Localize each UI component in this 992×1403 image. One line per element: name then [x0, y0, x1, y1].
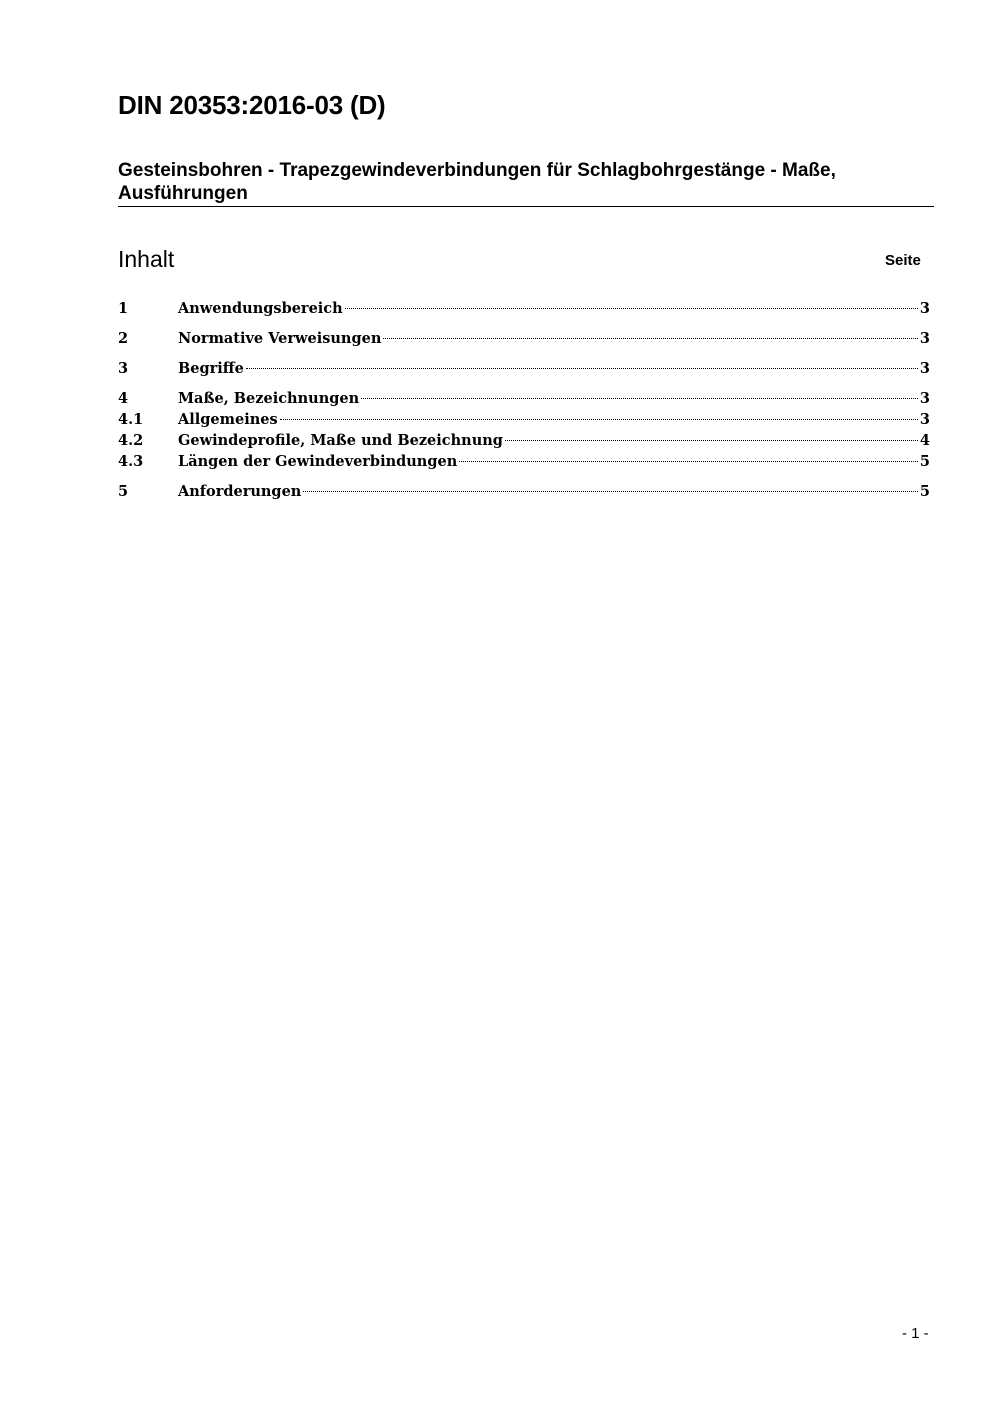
toc-entry-number: 4.1: [118, 411, 144, 428]
toc-entry[interactable]: [118, 432, 930, 453]
toc-entry-page: 3: [919, 330, 930, 347]
toc-entry-page: 3: [919, 300, 930, 317]
toc-leader-dots: [361, 398, 918, 399]
toc-entry[interactable]: [118, 483, 930, 504]
document-title: Gesteinsbohren - Trapezgewindeverbindungen für Schlagbohrgestänge - Maße, Ausführungen: [118, 160, 836, 204]
toc-leader-dots: [246, 368, 918, 369]
toc-leader-dots: [303, 491, 918, 492]
toc-entry-number: 1: [118, 300, 129, 317]
toc-entry-page: 4: [919, 432, 930, 449]
toc-entry-label: Anwendungsbereich: [178, 300, 343, 317]
toc-heading: Inhalt: [118, 246, 175, 272]
toc-entry-label: Begriffe: [178, 360, 244, 377]
toc-entry-number: 2: [118, 330, 129, 347]
toc-entry-page: 3: [919, 360, 930, 377]
toc-entry[interactable]: [118, 330, 930, 351]
toc-leader-dots: [345, 308, 918, 309]
toc-entry-number: 4: [118, 390, 129, 407]
title-divider: [118, 206, 934, 207]
table-of-contents: [118, 300, 930, 504]
toc-page-column-label: Seite: [885, 252, 921, 269]
toc-entry-number: 3: [118, 360, 129, 377]
toc-entry[interactable]: [118, 453, 930, 474]
toc-entry[interactable]: [118, 411, 930, 432]
toc-entry[interactable]: [118, 300, 930, 321]
toc-entry-label: Längen der Gewindeverbindungen: [178, 453, 458, 470]
toc-entry-page: 5: [919, 483, 930, 500]
toc-entry-page: 5: [919, 453, 930, 470]
toc-entry-label: Anforderungen: [178, 483, 302, 500]
toc-entry[interactable]: [118, 390, 930, 411]
toc-entry-page: 3: [919, 390, 930, 407]
toc-entry-number: 4.2: [118, 432, 144, 449]
toc-entry-label: Normative Verweisungen: [178, 330, 382, 347]
toc-entry-number: 4.3: [118, 453, 144, 470]
toc-entry[interactable]: [118, 360, 930, 381]
toc-leader-dots: [383, 338, 918, 339]
toc-leader-dots: [280, 419, 918, 420]
toc-entry-label: Allgemeines: [178, 411, 278, 428]
toc-entry-label: Maße, Bezeichnungen: [178, 390, 360, 407]
page-number: - 1 -: [902, 1325, 929, 1342]
toc-leader-dots: [459, 461, 918, 462]
toc-leader-dots: [505, 440, 918, 441]
toc-entry-page: 3: [919, 411, 930, 428]
document-id: DIN 20353:2016-03 (D): [118, 90, 386, 120]
toc-entry-number: 5: [118, 483, 129, 500]
toc-entry-label: Gewindeprofile, Maße und Bezeichnung: [178, 432, 503, 449]
